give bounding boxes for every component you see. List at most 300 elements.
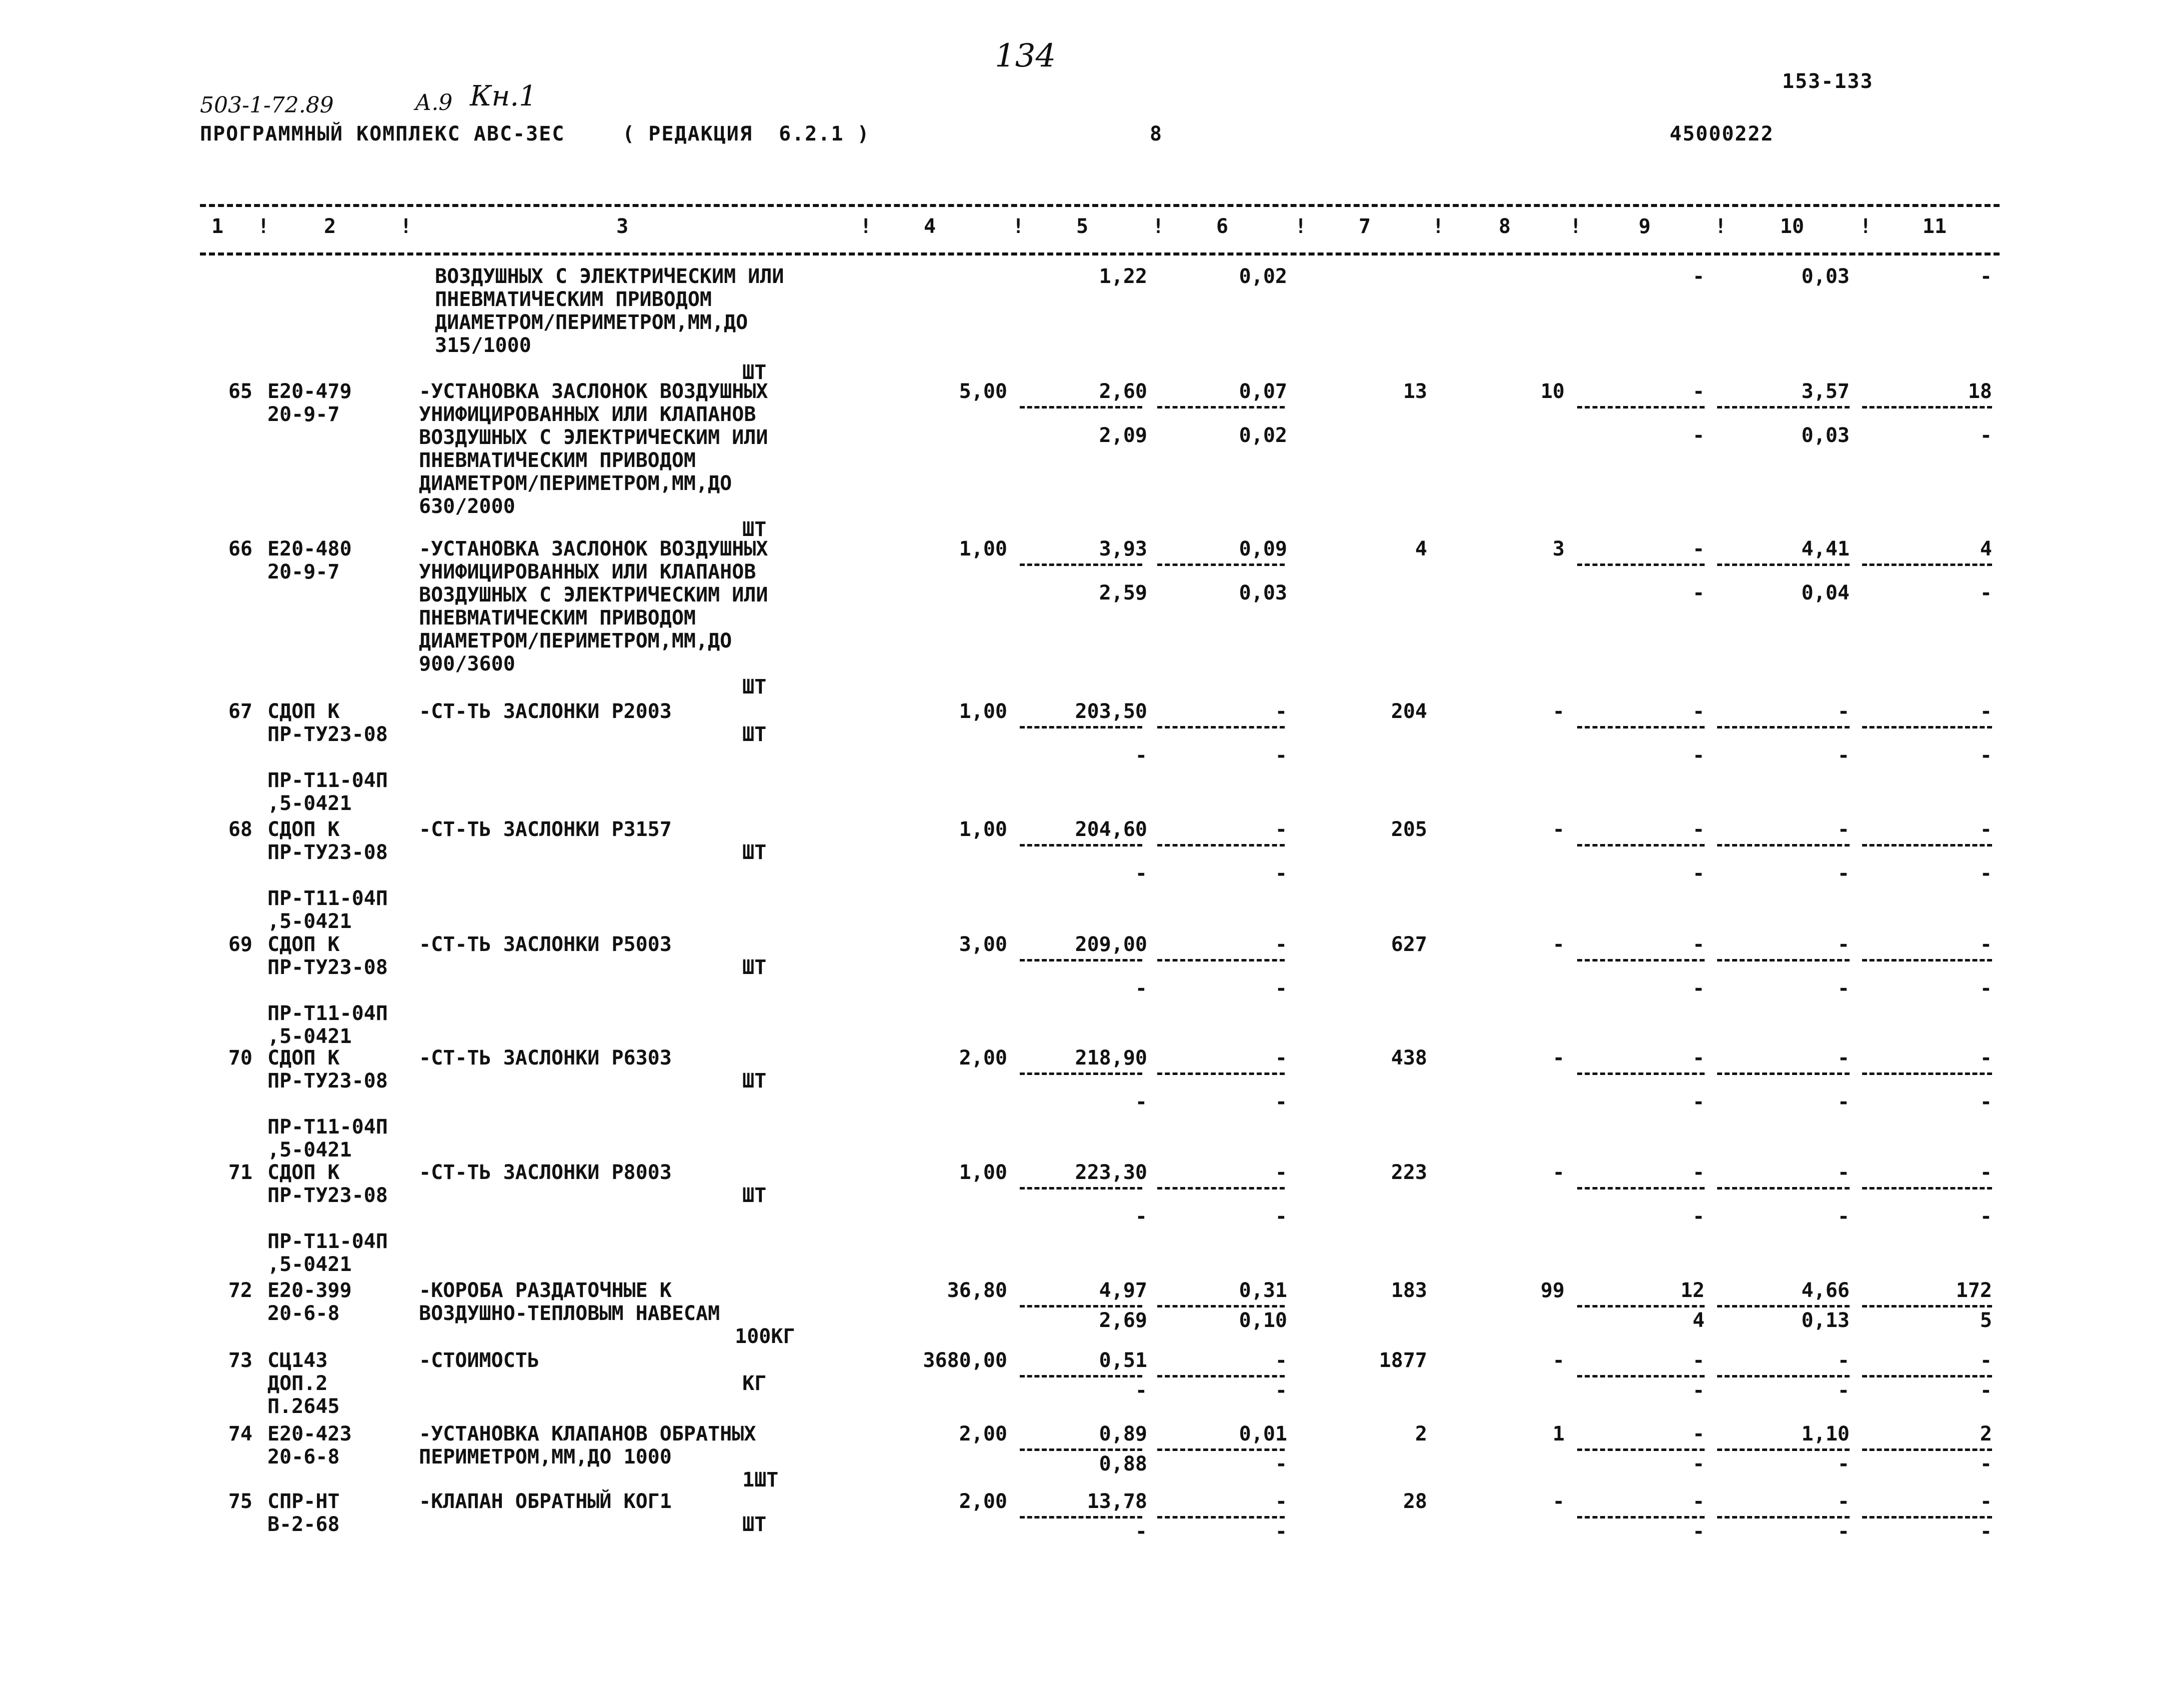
rate-code: СПР-НТ — [267, 1490, 340, 1513]
subvalue-c9: - — [1692, 1090, 1705, 1114]
subvalue-c11: - — [1980, 744, 1992, 767]
column-number: 2 — [323, 215, 336, 238]
cell-underline — [1157, 844, 1285, 846]
subvalue-c6: 0,03 — [1239, 582, 1287, 604]
value-c11: 4 — [1980, 538, 1992, 560]
value-c9: - — [1692, 818, 1705, 841]
cell-underline — [1020, 1305, 1142, 1308]
rate-code: Е20-423 — [267, 1422, 352, 1446]
value-c10: - — [1837, 1349, 1850, 1372]
cell-underline — [1020, 726, 1142, 728]
subvalue-c6: - — [1275, 977, 1287, 1000]
header-rule-top — [200, 204, 2000, 207]
cell-underline — [1577, 726, 1705, 728]
description-line: ДИАМЕТРОМ/ПЕРИМЕТРОМ,ММ,ДО — [419, 472, 732, 495]
value-c9: - — [1692, 1161, 1705, 1184]
subvalue-c10: - — [1837, 1379, 1850, 1402]
description-line: УНИФИЦИРОВАННЫХ ИЛИ КЛАПАНОВ — [419, 403, 756, 426]
value-c5: 223,30 — [1075, 1161, 1147, 1184]
rate-code: ПР-ТУ23-08 — [267, 1184, 388, 1207]
value-c4: 5,00 — [959, 380, 1007, 403]
value-c6: 0,02 — [1239, 265, 1287, 288]
column-separator: ! — [1570, 215, 1582, 238]
description-line: ДИАМЕТРОМ/ПЕРИМЕТРОМ,ММ,ДО — [435, 311, 748, 334]
subvalue-c6: - — [1275, 1379, 1287, 1402]
value-c8: - — [1552, 1349, 1565, 1372]
description-line: УНИФИЦИРОВАННЫХ ИЛИ КЛАПАНОВ — [419, 560, 756, 584]
value-c11: - — [1980, 265, 1992, 288]
cell-underline — [1717, 959, 1850, 962]
description-line: 900/3600 — [419, 652, 515, 676]
column-separator: ! — [1152, 215, 1165, 238]
subvalue-c11: - — [1980, 1090, 1992, 1114]
cell-underline — [1577, 406, 1705, 408]
column-separator: ! — [1295, 215, 1307, 238]
value-c11: - — [1980, 818, 1992, 841]
row-number: 75 — [228, 1490, 252, 1513]
subvalue-c11: - — [1980, 424, 1992, 447]
description-line: ВОЗДУШНЫХ С ЭЛЕКТРИЧЕСКИМ ИЛИ — [435, 265, 784, 288]
value-c10: 3,57 — [1801, 380, 1850, 403]
column-number: 9 — [1638, 215, 1651, 238]
value-c7: 1877 — [1379, 1349, 1427, 1372]
rate-code: ,5-0421 — [267, 1138, 352, 1162]
value-c8: 3 — [1552, 538, 1565, 560]
unit-label: ШТ — [742, 956, 767, 979]
value-c8: - — [1552, 1046, 1565, 1070]
cell-underline — [1020, 1448, 1142, 1451]
description-line: -КОРОБА РАЗДАТОЧНЫЕ К — [419, 1279, 672, 1302]
page-number: 134 — [995, 38, 1056, 74]
value-c6: - — [1275, 700, 1287, 723]
value-c7: 4 — [1415, 538, 1427, 560]
rate-code: ПР-Т11-04П — [267, 1116, 388, 1138]
subvalue-c9: - — [1692, 862, 1705, 885]
cell-underline — [1577, 564, 1705, 566]
value-c4: 1,00 — [959, 538, 1007, 560]
subvalue-c11: - — [1980, 862, 1992, 885]
value-c7: 28 — [1403, 1490, 1427, 1513]
value-c7: 2 — [1415, 1422, 1427, 1446]
subvalue-c10: - — [1837, 1205, 1850, 1228]
rate-code: ПР-Т11-04П — [267, 769, 388, 792]
description-line: 630/2000 — [419, 495, 515, 518]
subvalue-c5: - — [1135, 1205, 1147, 1228]
unit-label: ШТ — [742, 518, 767, 541]
subvalue-c10: - — [1837, 744, 1850, 767]
subvalue-c9: - — [1692, 744, 1705, 767]
row-number: 69 — [228, 933, 252, 956]
column-number: 8 — [1498, 215, 1511, 238]
rate-code: Е20-479 — [267, 380, 352, 403]
value-c4: 2,00 — [959, 1422, 1007, 1446]
value-c5: 218,90 — [1075, 1046, 1147, 1070]
subvalue-c5: - — [1135, 744, 1147, 767]
column-number: 11 — [1922, 215, 1947, 238]
cell-underline — [1020, 1187, 1142, 1190]
value-c6: - — [1275, 1161, 1287, 1184]
value-c11: - — [1980, 1490, 1992, 1513]
cell-underline — [1717, 564, 1850, 566]
description-line: -СТ-ТЬ ЗАСЛОНКИ Р8003 — [419, 1161, 672, 1184]
value-c7: 438 — [1391, 1046, 1427, 1070]
value-c6: - — [1275, 1046, 1287, 1070]
value-c6: - — [1275, 818, 1287, 841]
value-c10: - — [1837, 1046, 1850, 1070]
value-c5: 204,60 — [1075, 818, 1147, 841]
rate-code: ПР-ТУ23-08 — [267, 723, 388, 746]
column-number: 3 — [616, 215, 629, 238]
cell-underline — [1157, 564, 1285, 566]
rate-code: ,5-0421 — [267, 1253, 352, 1276]
cell-underline — [1577, 959, 1705, 962]
value-c10: - — [1837, 1161, 1850, 1184]
cell-underline — [1157, 726, 1285, 728]
cell-underline — [1577, 1516, 1705, 1518]
subvalue-c9: - — [1692, 977, 1705, 1000]
row-number: 73 — [228, 1349, 252, 1372]
rate-code: ПР-Т11-04П — [267, 887, 388, 910]
row-number: 67 — [228, 700, 252, 723]
rate-code: ,5-0421 — [267, 1025, 352, 1048]
subvalue-c6: - — [1275, 1205, 1287, 1228]
value-c4: 3680,00 — [923, 1349, 1007, 1372]
subvalue-c5: 2,59 — [1099, 582, 1147, 604]
cell-underline — [1717, 1187, 1850, 1190]
cell-underline — [1577, 1072, 1705, 1075]
value-c6: - — [1275, 1490, 1287, 1513]
value-c11: - — [1980, 933, 1992, 956]
cell-underline — [1862, 726, 1992, 728]
column-separator: ! — [860, 215, 872, 238]
description-line: -УСТАНОВКА ЗАСЛОНОК ВОЗДУШНЫХ — [419, 538, 768, 560]
description-line: -СТ-ТЬ ЗАСЛОНКИ Р6303 — [419, 1046, 672, 1070]
value-c5: 0,51 — [1099, 1349, 1147, 1372]
value-c4: 2,00 — [959, 1490, 1007, 1513]
value-c8: - — [1552, 818, 1565, 841]
subvalue-c6: - — [1275, 744, 1287, 767]
subvalue-c10: 0,03 — [1801, 424, 1850, 447]
value-c10: 4,66 — [1801, 1279, 1850, 1302]
value-c5: 203,50 — [1075, 700, 1147, 723]
subvalue-c9: 4 — [1692, 1309, 1705, 1332]
value-c11: 18 — [1968, 380, 1992, 403]
subvalue-c10: - — [1837, 1452, 1850, 1476]
column-separator: ! — [1432, 215, 1445, 238]
subvalue-c6: - — [1275, 862, 1287, 885]
description-line: ВОЗДУШНЫХ С ЭЛЕКТРИЧЕСКИМ ИЛИ — [419, 426, 768, 449]
cell-underline — [1020, 1072, 1142, 1075]
subvalue-c10: - — [1837, 1090, 1850, 1114]
value-c9: - — [1692, 380, 1705, 403]
value-c9: - — [1692, 538, 1705, 560]
unit-label: КГ — [742, 1372, 767, 1395]
rate-code: ,5-0421 — [267, 910, 352, 933]
cell-underline — [1862, 1187, 1992, 1190]
value-c10: 0,03 — [1801, 265, 1850, 288]
subvalue-c5: - — [1135, 1379, 1147, 1402]
row-number: 72 — [228, 1279, 252, 1302]
value-c9: - — [1692, 265, 1705, 288]
value-c4: 1,00 — [959, 1161, 1007, 1184]
header-rule-bottom — [200, 252, 2000, 256]
subvalue-c10: 0,04 — [1801, 582, 1850, 604]
subvalue-c9: - — [1692, 1452, 1705, 1476]
program-title: ПРОГРАММНЫЙ КОМПЛЕКС АВС-3ЕС — [200, 122, 565, 146]
rate-code: ПР-Т11-04П — [267, 1002, 388, 1025]
value-c11: 172 — [1956, 1279, 1992, 1302]
value-c8: - — [1552, 1161, 1565, 1184]
subvalue-c5: 0,88 — [1099, 1452, 1147, 1476]
value-c9: 12 — [1680, 1279, 1705, 1302]
doc-code: 503-1-72.89 — [200, 92, 334, 118]
subvalue-c6: - — [1275, 1520, 1287, 1543]
row-number: 71 — [228, 1161, 252, 1184]
rate-code: ДОП.2 — [267, 1372, 328, 1395]
book-code: Кн.1 — [470, 80, 537, 112]
edition-label: ( РЕДАКЦИЯ 6.2.1 ) — [622, 122, 870, 146]
cell-underline — [1717, 1448, 1850, 1451]
column-number: 5 — [1076, 215, 1089, 238]
cell-underline — [1862, 1305, 1992, 1308]
column-separator: ! — [1860, 215, 1872, 238]
rate-code: 20-9-7 — [267, 403, 340, 426]
unit-label: ШТ — [742, 1070, 767, 1092]
subvalue-c6: - — [1275, 1452, 1287, 1476]
value-c8: 1 — [1552, 1422, 1565, 1446]
description-line: -СТ-ТЬ ЗАСЛОНКИ Р2003 — [419, 700, 672, 723]
value-c6: 0,07 — [1239, 380, 1287, 403]
rate-code: ПР-ТУ23-08 — [267, 956, 388, 979]
value-c11: - — [1980, 700, 1992, 723]
cell-underline — [1862, 564, 1992, 566]
rate-code: ПР-ТУ23-08 — [267, 841, 388, 864]
column-separator: ! — [257, 215, 270, 238]
subvalue-c10: - — [1837, 862, 1850, 885]
value-c9: - — [1692, 700, 1705, 723]
cell-underline — [1717, 1375, 1850, 1378]
value-c11: - — [1980, 1349, 1992, 1372]
cell-underline — [1577, 1305, 1705, 1308]
subvalue-c5: - — [1135, 862, 1147, 885]
subvalue-c6: 0,02 — [1239, 424, 1287, 447]
value-c5: 209,00 — [1075, 933, 1147, 956]
rate-code: ПР-Т11-04П — [267, 1230, 388, 1253]
description-line: ВОЗДУШНО-ТЕПЛОВЫМ НАВЕСАМ — [419, 1302, 720, 1325]
value-c11: - — [1980, 1046, 1992, 1070]
cell-underline — [1577, 1375, 1705, 1378]
subvalue-c10: - — [1837, 1520, 1850, 1543]
value-c7: 13 — [1403, 380, 1427, 403]
column-number: 10 — [1780, 215, 1805, 238]
subvalue-c9: - — [1692, 582, 1705, 604]
cell-underline — [1020, 844, 1142, 846]
value-c5: 13,78 — [1087, 1490, 1147, 1513]
unit-label: ШТ — [742, 723, 767, 746]
subvalue-c11: - — [1980, 1452, 1992, 1476]
value-c5: 0,89 — [1099, 1422, 1147, 1446]
value-c10: - — [1837, 933, 1850, 956]
cell-underline — [1577, 1187, 1705, 1190]
rate-code: СЦ143 — [267, 1349, 328, 1372]
subvalue-c5: - — [1135, 977, 1147, 1000]
cell-underline — [1577, 844, 1705, 846]
value-c11: - — [1980, 1161, 1992, 1184]
subvalue-c11: - — [1980, 1520, 1992, 1543]
value-c9: - — [1692, 933, 1705, 956]
value-c4: 3,00 — [959, 933, 1007, 956]
subvalue-c5: 2,09 — [1099, 424, 1147, 447]
cell-underline — [1577, 1448, 1705, 1451]
rate-code: ,5-0421 — [267, 792, 352, 815]
subvalue-c5: - — [1135, 1520, 1147, 1543]
unit-label: ШТ — [742, 1184, 767, 1207]
row-number: 70 — [228, 1046, 252, 1070]
cell-underline — [1157, 959, 1285, 962]
value-c8: - — [1552, 700, 1565, 723]
cell-underline — [1157, 1305, 1285, 1308]
column-number: 1 — [211, 215, 224, 238]
value-c8: - — [1552, 933, 1565, 956]
row-number: 74 — [228, 1422, 252, 1446]
rate-code: СДОП К — [267, 700, 340, 723]
value-c5: 1,22 — [1099, 265, 1147, 288]
value-c6: 0,31 — [1239, 1279, 1287, 1302]
row-number: 65 — [228, 380, 252, 403]
unit-label: ШТ — [742, 841, 767, 864]
unit-label: ШТ — [742, 1513, 767, 1536]
rate-code: 20-9-7 — [267, 560, 340, 584]
unit-label: 1ШТ — [742, 1468, 779, 1492]
row-number: 68 — [228, 818, 252, 841]
unit-label: 100КГ — [735, 1325, 795, 1348]
column-separator: ! — [1012, 215, 1025, 238]
cell-underline — [1717, 844, 1850, 846]
value-c10: - — [1837, 818, 1850, 841]
cell-underline — [1717, 726, 1850, 728]
value-c9: - — [1692, 1046, 1705, 1070]
value-c10: 4,41 — [1801, 538, 1850, 560]
value-c9: - — [1692, 1490, 1705, 1513]
cell-underline — [1157, 1375, 1285, 1378]
value-c4: 1,00 — [959, 700, 1007, 723]
description-line: -СТ-ТЬ ЗАСЛОНКИ Р3157 — [419, 818, 672, 841]
rate-code: Е20-399 — [267, 1279, 352, 1302]
album-code: А.9 — [415, 90, 453, 116]
description-line: -КЛАПАН ОБРАТНЫЙ КОГ1 — [419, 1490, 672, 1513]
description-line: ВОЗДУШНЫХ С ЭЛЕКТРИЧЕСКИМ ИЛИ — [419, 584, 768, 606]
cell-underline — [1862, 844, 1992, 846]
value-c7: 205 — [1391, 818, 1427, 841]
subvalue-c5: 2,69 — [1099, 1309, 1147, 1332]
value-c6: - — [1275, 1349, 1287, 1372]
rate-code: СДОП К — [267, 1161, 340, 1184]
unit-label: ШТ — [742, 676, 767, 698]
subvalue-c11: - — [1980, 977, 1992, 1000]
subvalue-c10: 0,13 — [1801, 1309, 1850, 1332]
subvalue-c6: 0,10 — [1239, 1309, 1287, 1332]
rate-code: Е20-480 — [267, 538, 352, 560]
value-c7: 183 — [1391, 1279, 1427, 1302]
rate-code: 20-6-8 — [267, 1302, 340, 1325]
value-c10: 1,10 — [1801, 1422, 1850, 1446]
row-number: 66 — [228, 538, 252, 560]
description-line: ПЕРИМЕТРОМ,ММ,ДО 1000 — [419, 1446, 672, 1468]
value-c8: - — [1552, 1490, 1565, 1513]
cell-underline — [1157, 1516, 1285, 1518]
subvalue-c11: 5 — [1980, 1309, 1992, 1332]
value-c4: 1,00 — [959, 818, 1007, 841]
cell-underline — [1717, 406, 1850, 408]
description-line: ПНЕВМАТИЧЕСКИМ ПРИВОДОМ — [419, 449, 696, 472]
description-line: ДИАМЕТРОМ/ПЕРИМЕТРОМ,ММ,ДО — [419, 630, 732, 652]
cell-underline — [1157, 1072, 1285, 1075]
value-c5: 3,93 — [1099, 538, 1147, 560]
subvalue-c11: - — [1980, 1379, 1992, 1402]
value-c11: 2 — [1980, 1422, 1992, 1446]
value-c10: - — [1837, 700, 1850, 723]
value-c7: 204 — [1391, 700, 1427, 723]
column-number: 6 — [1216, 215, 1229, 238]
value-c8: 99 — [1540, 1279, 1565, 1302]
value-c9: - — [1692, 1349, 1705, 1372]
description-line: -УСТАНОВКА ЗАСЛОНОК ВОЗДУШНЫХ — [419, 380, 768, 403]
cell-underline — [1862, 1516, 1992, 1518]
cell-underline — [1862, 1072, 1992, 1075]
cell-underline — [1020, 1375, 1142, 1378]
subvalue-c10: - — [1837, 977, 1850, 1000]
description-line: -СТ-ТЬ ЗАСЛОНКИ Р5003 — [419, 933, 672, 956]
cell-underline — [1020, 959, 1142, 962]
value-c5: 2,60 — [1099, 380, 1147, 403]
cell-underline — [1717, 1516, 1850, 1518]
value-c4: 36,80 — [947, 1279, 1007, 1302]
page-index: 8 — [1150, 122, 1163, 146]
subvalue-c6: - — [1275, 1090, 1287, 1114]
subvalue-c5: - — [1135, 1090, 1147, 1114]
column-separator: ! — [1715, 215, 1727, 238]
rate-code: 20-6-8 — [267, 1446, 340, 1468]
value-c5: 4,97 — [1099, 1279, 1147, 1302]
cell-underline — [1157, 1187, 1285, 1190]
rate-code: В-2-68 — [267, 1513, 340, 1536]
cell-underline — [1862, 1448, 1992, 1451]
document-id: 45000222 — [1670, 122, 1774, 146]
description-line: 315/1000 — [435, 334, 531, 357]
rate-code: П.2645 — [267, 1395, 340, 1418]
cell-underline — [1862, 406, 1992, 408]
cell-underline — [1862, 1375, 1992, 1378]
rate-code: ПР-ТУ23-08 — [267, 1070, 388, 1092]
rate-code: СДОП К — [267, 1046, 340, 1070]
subvalue-c9: - — [1692, 424, 1705, 447]
sheet-code: 153-133 — [1782, 70, 1874, 93]
description-line: -УСТАНОВКА КЛАПАНОВ ОБРАТНЫХ — [419, 1422, 756, 1446]
column-separator: ! — [400, 215, 412, 238]
column-number: 4 — [923, 215, 936, 238]
value-c10: - — [1837, 1490, 1850, 1513]
subvalue-c9: - — [1692, 1205, 1705, 1228]
subvalue-c9: - — [1692, 1379, 1705, 1402]
subvalue-c11: - — [1980, 1205, 1992, 1228]
value-c7: 627 — [1391, 933, 1427, 956]
value-c4: 2,00 — [959, 1046, 1007, 1070]
value-c7: 223 — [1391, 1161, 1427, 1184]
cell-underline — [1157, 1448, 1285, 1451]
cell-underline — [1157, 406, 1285, 408]
value-c6: - — [1275, 933, 1287, 956]
rate-code: СДОП К — [267, 933, 340, 956]
